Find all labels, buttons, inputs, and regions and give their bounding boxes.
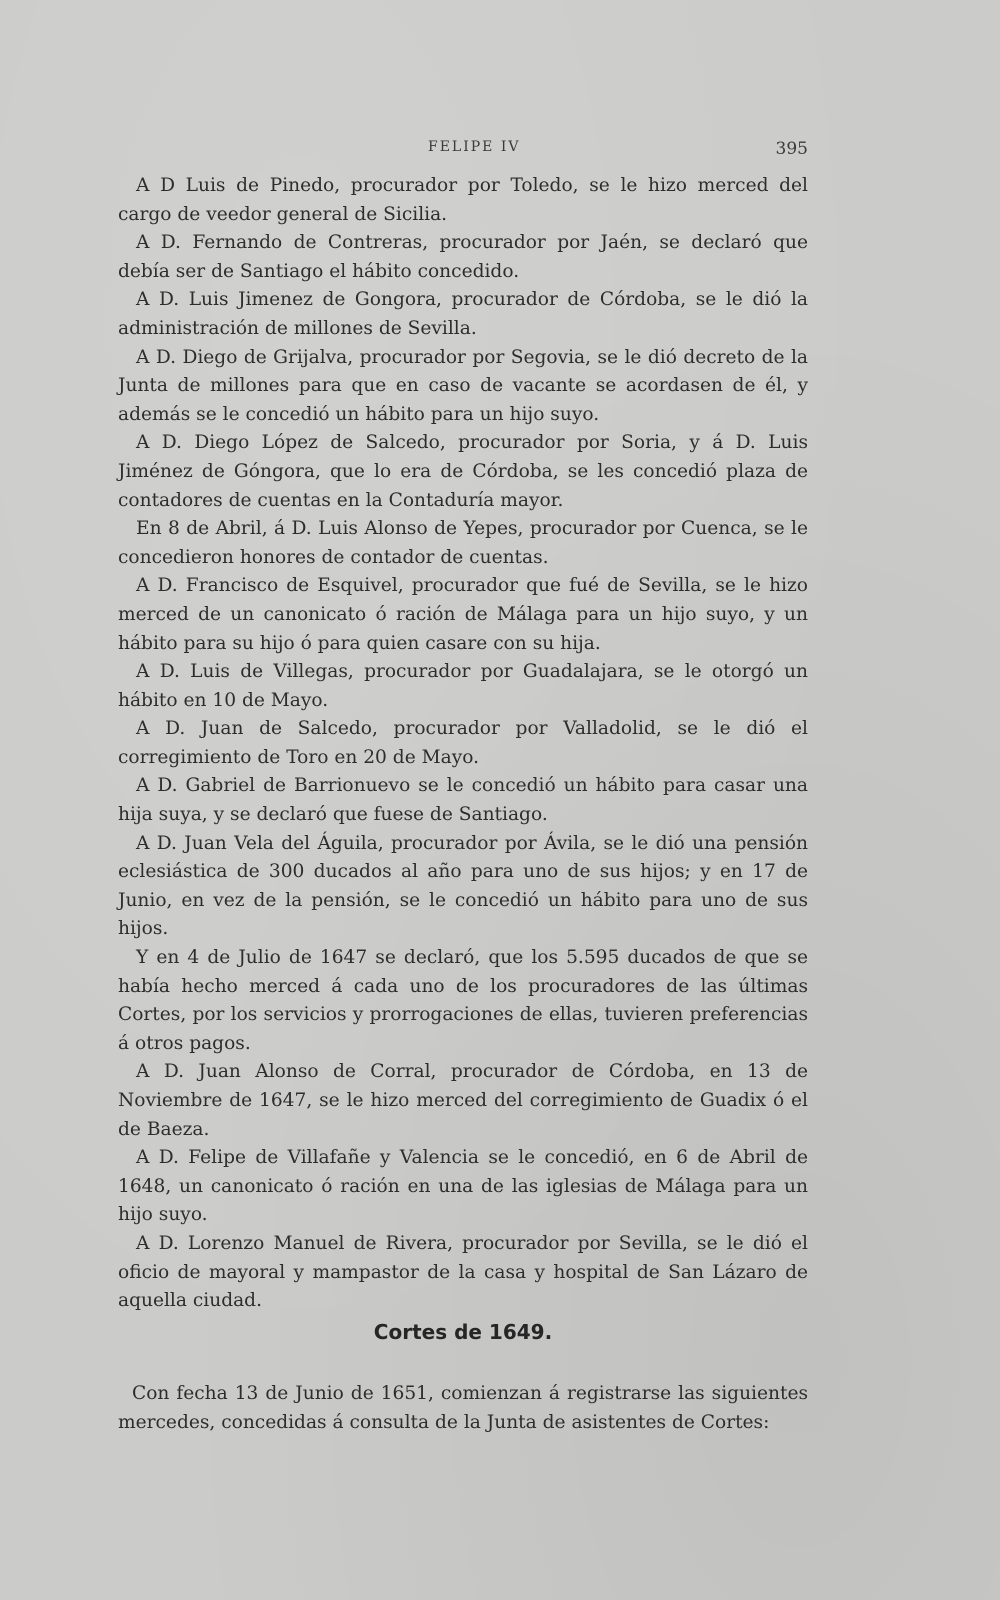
section-title: Cortes de 1649.: [373, 1320, 553, 1344]
paragraph: A D. Fernando de Contreras, procurador por Jaén, se declaró que debía ser de Santiago el hábito concedido.: [118, 232, 808, 282]
paragraph: En 8 de Abril, á D. Luis Alonso de Yepes, procurador por Cuenca, se le concedieron honores de contador de cuentas.: [118, 518, 808, 568]
paragraph: A D. Luis de Villegas, procurador por Guadalajara, se le otorgó un hábito en 10 de Mayo.: [118, 661, 808, 711]
paragraph: A D. Gabriel de Barrionuevo se le concedió un hábito para casar una hija suya, y se declaró que fuese de Santiago.: [118, 775, 808, 826]
page-number: 395: [775, 139, 808, 159]
closing-text: [118, 1380, 808, 1437]
running-head: FELIPE IV: [428, 139, 521, 155]
paragraph: A D. Diego de Grijalva, procurador por Segovia, se le dió decreto de la Junta de millones para que en caso de vacante se acordasen de él, y además se le concedió un hábito para un hijo suyo.: [118, 346, 808, 425]
paragraph: A D. Juan Alonso de Corral, procurador de Córdoba, en 13 de Noviembre de 1647, se le hizo merced del corregimiento de Guadix ó el de Baeza.: [118, 1061, 808, 1140]
paragraph: A D. Diego López de Salcedo, procurador por Soria, y á D. Luis Jiménez de Góngora, que lo era de Córdoba, se les concedió plaza de contadores de cuentas en la Contaduría mayor.: [118, 432, 808, 511]
paragraph: A D. Luis Jimenez de Gongora, procurador de Córdoba, se le dió la administración de millones de Sevilla.: [118, 289, 808, 339]
paragraph: A D. Juan Vela del Águila, procurador por Ávila, se le dió una pensión eclesiástica de 300 ducados al año para uno de sus hijos; y en 17 de Junio, en vez de la pensión, se le concedió un hábito para uno de sus hijos.: [118, 832, 808, 940]
paragraph: A D Luis de Pinedo, procurador por Toledo, se le hizo merced del cargo de veedor general de Sicilia.: [118, 175, 808, 225]
paragraph: A D. Juan de Salcedo, procurador por Valladolid, se le dió el corregimiento de Toro en 20 de Mayo.: [118, 718, 808, 768]
paragraph: Con fecha 13 de Junio de 1651, comienzan á registrarse las siguientes mercedes, concedidas á consulta de la Junta de asistentes de Cortes:: [118, 1383, 808, 1433]
paragraph: A D. Francisco de Esquivel, procurador que fué de Sevilla, se le hizo merced de un canonicato ó ración de Málaga para un hijo suyo, y un hábito para su hijo ó para quien casare con su hija.: [118, 575, 808, 654]
body-text: [118, 172, 808, 1316]
paragraph: A D. Lorenzo Manuel de Rivera, procurador por Sevilla, se le dió el oficio de mayoral y mampastor de la casa y hospital de San Lázaro de aquella ciudad.: [118, 1232, 808, 1312]
paragraph: A D. Felipe de Villafañe y Valencia se le concedió, en 6 de Abril de 1648, un canonicato ó ración en una de las iglesias de Málaga para un hijo suyo.: [118, 1147, 808, 1226]
paragraph: Y en 4 de Julio de 1647 se declaró, que los 5.595 ducados de que se había hecho merced á cada uno de los procuradores de las últimas Cortes, por los servicios y prorrogaciones de ellas, tuvieren preferencias á otros pagos.: [118, 947, 808, 1054]
page-header: [118, 139, 808, 163]
